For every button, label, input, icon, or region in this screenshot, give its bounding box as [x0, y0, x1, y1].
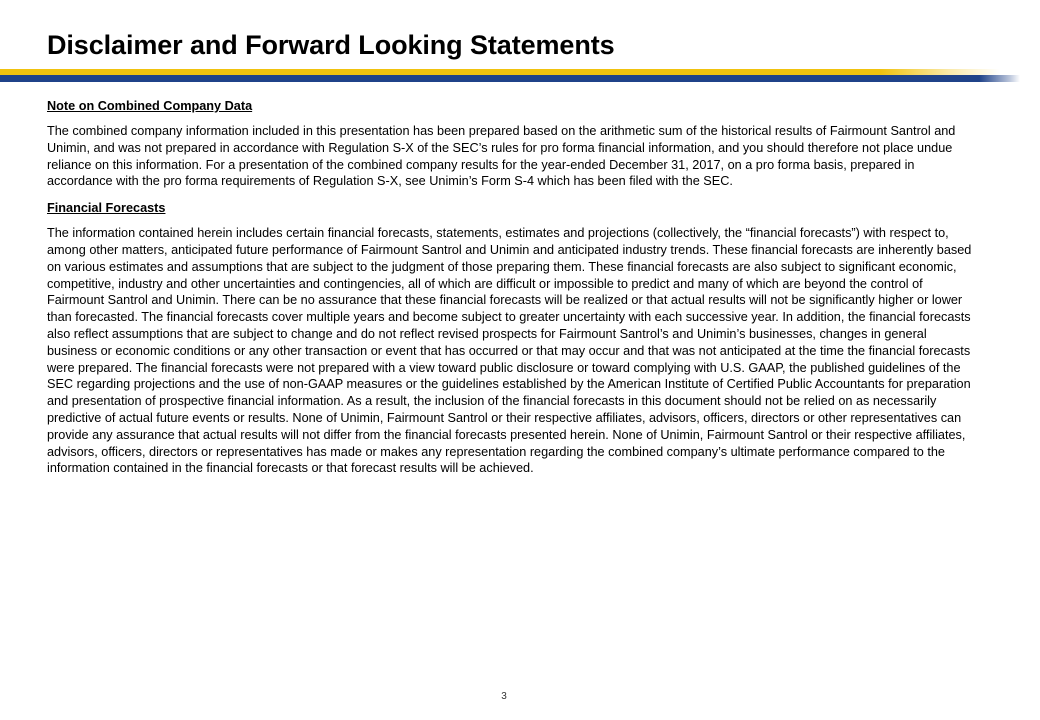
paragraph-line: reliance on this information. For a presentation of the combined company results for the year-ended December 31, 2017, on a pro forma basis, prepared in [47, 157, 915, 172]
section-heading: Financial Forecasts [47, 201, 166, 216]
paragraph-line: on various estimates and assumptions that are subject to the judgment of those preparing them. These financial forecasts are also subject to significant economic, [47, 259, 957, 274]
paragraph-line: also reflect assumptions that are subject to change and do not reflect revised prospects for Fairmount Santrol’s and Unimin’s businesses, changes in general [47, 326, 927, 341]
paragraph-line: were prepared. The financial forecasts were not prepared with a view toward public disclosure or toward complying with U.S. GAAP, the published guidelines of the [47, 360, 961, 375]
paragraph-line: advisors, officers, directors or representatives has made or makes any representation regarding the combined company’s ultimate performance compared to the [47, 444, 945, 459]
paragraph-line: than forecasted. The financial forecasts cover multiple years and become subject to greater uncertainty with each successive year. In addition, the financial forecasts [47, 310, 971, 325]
paragraph-line: business or economic conditions or any other transaction or event that has occurred or that may occur and that was not anticipated at the time the financial forecasts [47, 343, 971, 358]
slide-body [47, 98, 997, 487]
paragraph-line: The information contained herein includes certain financial forecasts, statements, estimates and projections (collectively, the “financial forecasts”) with respect to, [47, 226, 949, 241]
section-paragraph [47, 123, 997, 190]
paragraph-line: accordance with the pro forma requirements of Regulation S-X, see Unimin’s Form S-4 which has been filed with the SEC. [47, 174, 733, 189]
paragraph-line: among other matters, anticipated future performance of Fairmount Santrol and Unimin and anticipated industry trends. These financial forecasts are inherently based [47, 242, 972, 257]
section-combined-company-data [47, 98, 997, 190]
paragraph-line: Unimin, and was not prepared in accordance with Regulation S-X of the SEC’s rules for pro forma financial information, and you should therefore not place undue [47, 140, 953, 155]
section-paragraph [47, 225, 997, 477]
paragraph-line: information contained in the financial forecasts or that forecast results will be achieved. [47, 461, 534, 476]
page-number: 3 [501, 691, 507, 702]
paragraph-line: provide any assurance that actual results will not differ from the financial forecasts presented herein. None of Unimin, Fairmount Santrol or their respective affiliates, [47, 427, 966, 442]
section-financial-forecasts [47, 200, 997, 477]
paragraph-line: and presentation of prospective financial information. As a result, the inclusion of the financial forecasts in this document should not be relied on as necessarily [47, 394, 937, 409]
paragraph-line: SEC regarding projections and the use of non-GAAP measures or the guidelines established by the American Institute of Certified Public Accountants for preparation [47, 377, 971, 392]
slide-title: Disclaimer and Forward Looking Statements [47, 30, 615, 60]
section-heading: Note on Combined Company Data [47, 99, 253, 113]
paragraph-line: predictive of actual future events or results. None of Unimin, Fairmount Santrol or their respective affiliates, advisors, officers, directors or other representatives can [47, 410, 962, 425]
paragraph-line: competitive, industry and other uncertainties and contingencies, all of which are difficult or impossible to predict and many of which are beyond the control of [47, 276, 923, 291]
header-rule-blue [0, 75, 1020, 82]
paragraph-line: Fairmount Santrol and Unimin. There can be no assurance that these financial forecasts will be realized or that actual results will not be significantly higher or lower [47, 293, 963, 308]
paragraph-line: The combined company information included in this presentation has been prepared based on the arithmetic sum of the historical results of Fairmount Santrol and [47, 124, 956, 138]
